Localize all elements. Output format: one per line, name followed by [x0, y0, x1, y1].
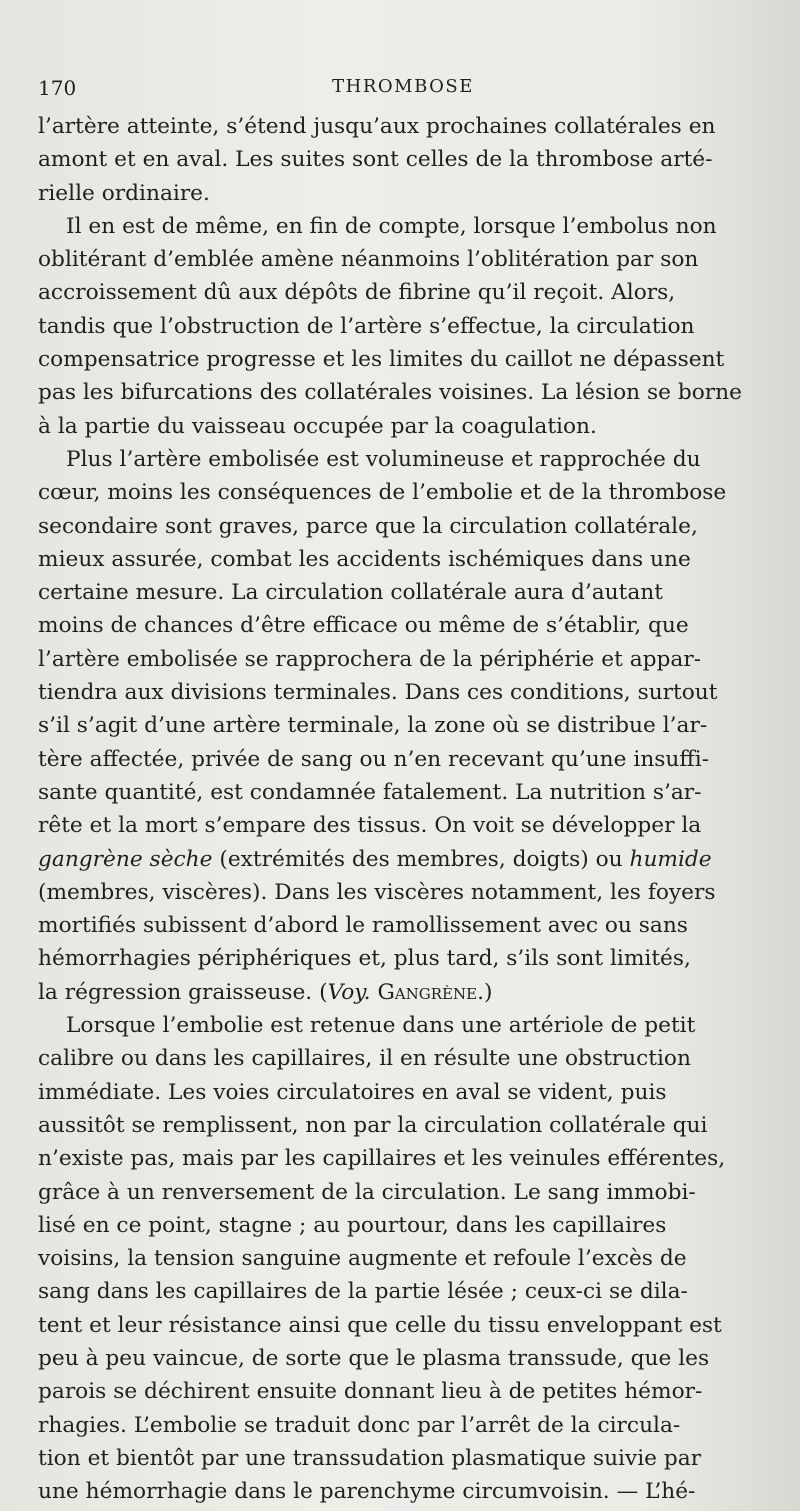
text-line: rête et la mort s’empare des tissus. On voit se développer la	[38, 813, 702, 839]
text-line: tère affectée, privée de sang ou n’en recevant qu’une insuffi-	[38, 746, 710, 772]
text-line: lisé en ce point, stagne ; au pourtour, dans les capillaires	[38, 1212, 667, 1238]
running-head	[38, 70, 768, 110]
text-run: (extrémités des membres, doigts) ou	[212, 846, 630, 872]
text-run: .)	[477, 979, 493, 1005]
italic-term: gangrène sèche	[38, 846, 213, 872]
text-line: accroissement dû aux dépôts de fibrine qu’il reçoit. Alors,	[38, 280, 676, 306]
cross-reference-term: Gangrène	[377, 979, 478, 1005]
text-line: l’artère embolisée se rapprochera de la périphérie et appar-	[38, 646, 702, 672]
text-line: n’existe pas, mais par les capillaires et les veinules efférentes,	[38, 1146, 726, 1172]
text-line: tiendra aux divisions terminales. Dans ces conditions, surtout	[38, 680, 718, 706]
text-line: Lorsque l’embolie est retenue dans une artériole de petit	[66, 1013, 696, 1039]
text-line: moins de chances d’être efficace ou même de s’établir, que	[38, 613, 689, 639]
italic-term: humide	[629, 846, 712, 872]
text-line: mortifiés subissent d’abord le ramollissement avec ou sans	[38, 913, 688, 939]
text-line: tent et leur résistance ainsi que celle du tissu enveloppant est	[38, 1312, 722, 1338]
paragraph-2	[38, 210, 768, 443]
text-line: secondaire sont graves, parce que la circulation collatérale,	[38, 513, 698, 539]
text-line: voisins, la tension sanguine augmente et refoule l’excès de	[38, 1246, 687, 1272]
text-line: rhagies. L’embolie se traduit donc par l’arrêt de la circula-	[38, 1412, 681, 1438]
text-line: hémorrhagies périphériques et, plus tard, s’ils sont limités,	[38, 946, 691, 972]
text-line: rielle ordinaire.	[38, 180, 210, 206]
text-line: pas les bifurcations des collatérales voisines. La lésion se borne	[38, 380, 742, 406]
text-line: peu à peu vaincue, de sorte que le plasma transsude, que les	[38, 1345, 710, 1371]
body-text	[38, 110, 768, 1508]
paragraph-3	[38, 443, 768, 1009]
text-line: Plus l’artère embolisée est volumineuse et rapprochée du	[66, 446, 701, 472]
text-line: compensatrice progresse et les limites du caillot ne dépassent	[38, 347, 725, 373]
text-line: immédiate. Les voies circulatoires en aval se vident, puis	[38, 1079, 667, 1105]
cross-reference-voy: Voy.	[327, 979, 371, 1005]
text-line: Il en est de même, en fin de compte, lorsque l’embolus non	[66, 213, 717, 239]
text-line: sang dans les capillaires de la partie lésée ; ceux-ci se dila-	[38, 1279, 688, 1305]
text-line: parois se déchirent ensuite donnant lieu à de petites hémor-	[38, 1379, 703, 1405]
text-line: sante quantité, est condamnée fatalement. La nutrition s’ar-	[38, 779, 702, 805]
paragraph-4	[38, 1009, 768, 1508]
page-number: 170	[38, 76, 77, 100]
text-line: amont et en aval. Les suites sont celles de la thrombose arté-	[38, 147, 713, 173]
text-line: grâce à un renversement de la circulation. Le sang immobi-	[38, 1179, 696, 1205]
running-title: THROMBOSE	[332, 76, 474, 97]
text-run: la régression graisseuse. (	[38, 979, 328, 1005]
text-line: tion et bientôt par une transsudation plasmatique suivie par	[38, 1445, 702, 1471]
text-line: mieux assurée, combat les accidents ischémiques dans une	[38, 546, 691, 572]
text-line: une hémorrhagie dans le parenchyme circumvoisin. — L’hé-	[38, 1479, 696, 1505]
text-line: à la partie du vaisseau occupée par la coagulation.	[38, 413, 597, 439]
text-line: calibre ou dans les capillaires, il en résulte une obstruction	[38, 1046, 691, 1072]
text-line: cœur, moins les conséquences de l’embolie et de la thrombose	[38, 480, 727, 506]
paragraph-1	[38, 110, 768, 210]
text-line: tandis que l’obstruction de l’artère s’effectue, la circulation	[38, 313, 695, 339]
text-line-mixed	[38, 843, 768, 876]
text-line: oblitérant d’emblée amène néanmoins l’oblitération par son	[38, 247, 699, 273]
text-line: (membres, viscères). Dans les viscères notamment, les foyers	[38, 879, 716, 905]
text-line: certaine mesure. La circulation collatérale aura d’autant	[38, 580, 663, 606]
text-line: s’il s’agit d’une artère terminale, la zone où se distribue l’ar-	[38, 713, 708, 739]
text-line: aussitôt se remplissent, non par la circulation collatérale qui	[38, 1112, 708, 1138]
text-line-mixed	[38, 976, 768, 1009]
text-line: l’artère atteinte, s’étend jusqu’aux prochaines collatérales en	[38, 114, 716, 139]
